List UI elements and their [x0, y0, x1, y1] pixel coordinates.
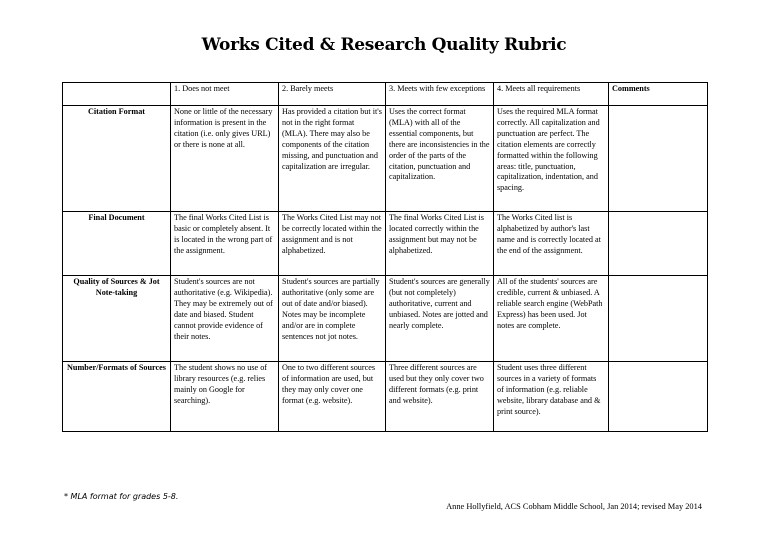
- table-cell: Uses the correct format (MLA) with all of the essential components, but there are inconsistencies in the order of the parts of the citation, punctuation and capitalization.: [386, 106, 494, 212]
- table-cell: Three different sources are used but they only cover two different formats (e.g. print and website).: [386, 362, 494, 432]
- table-cell: All of the students' sources are credible, current & unbiased. A reliable search engine (WebPath Express) has been used. Jot notes are complete.: [494, 276, 609, 362]
- table-cell: Uses the required MLA format correctly. All capitalization and punctuation are perfect. The citation elements are correctly formatted within the following areas: title, punctuation, capitalization, indentation, and spacing.: [494, 106, 609, 212]
- row-header-final-document: Final Document: [63, 212, 171, 276]
- table-row: [63, 106, 708, 212]
- footnote: * MLA format for grades 5-8.: [64, 492, 179, 501]
- column-header-barely-meets: 2. Barely meets: [279, 83, 386, 106]
- column-header-comments: Comments: [609, 83, 708, 106]
- table-cell: The Works Cited list is alphabetized by author's last name and is correctly located at the end of the assignment.: [494, 212, 609, 276]
- row-header-citation-format: Citation Format: [63, 106, 171, 212]
- table-cell: The Works Cited List may not be correctly located within the assignment and is not alphabetized.: [279, 212, 386, 276]
- table-cell: Student's sources are generally (but not completely) authoritative, current and unbiased. Notes are jotted and nearly complete.: [386, 276, 494, 362]
- table-cell: One to two different sources of information are used, but they may only cover one format (e.g. website).: [279, 362, 386, 432]
- table-cell: None or little of the necessary information is present in the citation (i.e. only gives URL) or there is none at all.: [171, 106, 279, 212]
- column-header-meets-all: 4. Meets all requirements: [494, 83, 609, 106]
- corner-cell: [63, 83, 171, 106]
- table-row: [63, 362, 708, 432]
- table-cell: Student's sources are not authoritative (e.g. Wikipedia). They may be extremely out of date and biased. Student cannot provide evidence of their notes.: [171, 276, 279, 362]
- table-row: [63, 212, 708, 276]
- table-cell: Has provided a citation but it's not in the right format (MLA). There may also be components of the citation missing, and punctuation and capitalization are irregular.: [279, 106, 386, 212]
- table-cell: The final Works Cited List is basic or completely absent. It is located in the wrong part of the assignment.: [171, 212, 279, 276]
- column-header-meets-with-exceptions: 3. Meets with few exceptions: [386, 83, 494, 106]
- row-header-number-formats: Number/Formats of Sources: [63, 362, 171, 432]
- rubric-table: [62, 82, 708, 432]
- table-cell: The final Works Cited List is located correctly within the assignment but may not be alphabetized.: [386, 212, 494, 276]
- header-row: [63, 83, 708, 106]
- document-title: Works Cited & Research Quality Rubric: [201, 35, 567, 55]
- table-row: [63, 276, 708, 362]
- table-cell: Student uses three different sources in a variety of formats of information (e.g. reliable website, library database and & print source).: [494, 362, 609, 432]
- table-cell: The student shows no use of library resources (e.g. relies mainly on Google for searching).: [171, 362, 279, 432]
- comments-cell: [609, 106, 708, 212]
- comments-cell: [609, 362, 708, 432]
- row-header-quality-of-sources: Quality of Sources & Jot Note-taking: [63, 276, 171, 362]
- comments-cell: [609, 276, 708, 362]
- comments-cell: [609, 212, 708, 276]
- table-cell: Student's sources are partially authoritative (only some are out of date and/or biased). Notes may be incomplete and/or are in complete sentences not jot notes.: [279, 276, 386, 362]
- author-credit: Anne Hollyfield, ACS Cobham Middle School, Jan 2014; revised May 2014: [446, 502, 702, 511]
- column-header-does-not-meet: 1. Does not meet: [171, 83, 279, 106]
